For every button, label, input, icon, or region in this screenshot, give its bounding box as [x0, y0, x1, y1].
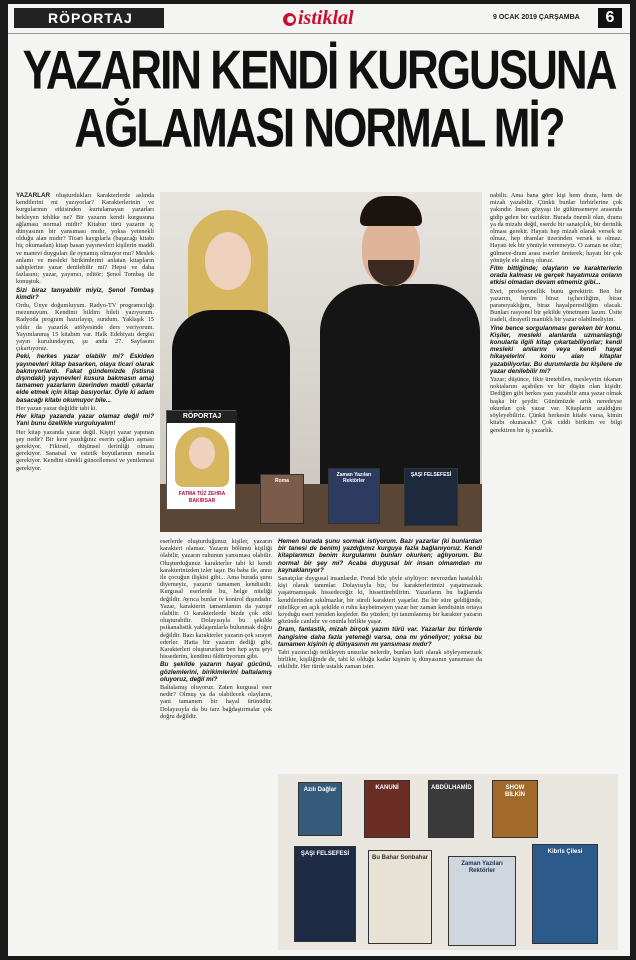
answer: Ordu, Ünye doğumluyum. Radyo-TV programcılığı mezunuyum. Kendimi bildim bileli yazıyorum. Radyoda program hazırlayıp, sundum. Yaklaşık 15 yıldır da yazarlık atölyesinde ders veriyorum. Yayımlanmış 15 kitabım var. Halk Edebiyatı dergisi yayın kurulundayım, şu anda 27. Sayfasını çıkartıyoruz.: [16, 302, 154, 353]
article-column-2: [160, 538, 272, 950]
page-header: [8, 4, 630, 34]
question: Film bittiğinde; olayların ve karakterlerin orada kalması ve gerçek hayatımıza onların etkisi olmadan devam etmemiz gibi...: [490, 265, 622, 287]
question: Hemen burada şunu sormak istiyorum. Bazı yazarlar (ki bunlardan bir tanesi de benim) yazdığımız kurguya fazla bağlanıyoruz. Kendi kitaplarımızı benim kurgularımı bunları okurken; ağlıyorum. Bu normal bir şey mi? Acaba duygusal bir insan olmamdan mı kaynaklanıyor?: [278, 538, 482, 574]
logo-crescent-icon: [283, 13, 296, 26]
answer: Evet, profesyonellik bunu gerektirir. Ben bir yazarım, benim biraz işçheciliğim, biraz paranoyaklığım, biraz hayalperestliğim olacak. Bunları rasyonel bir şekilde yönetmem lazım. Üstte iradeli, dirayetli mantıklı bir yazar olabilmeliyim.: [490, 287, 622, 324]
page-number: 6: [598, 8, 622, 28]
photo-book: Zaman Yazıları Rektörler: [328, 468, 380, 524]
photo-woman-face: [205, 232, 251, 290]
issue-date: 9 OCAK 2019 ÇARŞAMBA: [493, 14, 580, 21]
photo-man-hair: [360, 196, 422, 226]
question: Dram, fantastik, mizah birçok yazım türü var. Yazarlar bu türlerde hangisine daha fazla yeteneği varsa, ona mı yöneliyor; yoksa bu tamamen kişinin iç dünyasının mı yansıması mıdır?: [278, 626, 482, 648]
strip-book: ABDÜLHAMİD: [428, 780, 474, 838]
article-column-1: [16, 192, 154, 950]
strip-book: Bu Bahar Sonbahar: [368, 850, 432, 944]
answer: Sanatçılar duygusal insanlardır. Freud bile şöyle söylüyor: nevrozdan hastalıklı kişi olarak tanımlar. Dolayısıyla biz, bu karakterlerimizi yaşatmazsak yaşatmamışsak hissedeceğiz ki, hissettirebilirim. Yazarların bu bağlamda kendilerinden sıkılmazlar, bir süreli karakteri yaşarlar. Bu bir süre geldiğinde, nitelikçe en açık şekilde o ruhu kaybetmeyen yazar her zaman kendisinin ortaya koyduğu eseri yeniden keşfeder. Bu yüzden; iyi tanımlanmış bir karakter yazarın gözünde canlıdır ve onunla birlikte yaşar.: [278, 575, 482, 626]
strip-book: Zaman Yazıları Rektörler: [448, 856, 516, 946]
article-column-4: [490, 192, 622, 770]
headline-line-1: YAZARIN KENDİ KURGUSUNA: [22, 39, 616, 101]
inset-portrait-face: [189, 437, 215, 469]
inset-tag: RÖPORTAJ: [167, 411, 237, 423]
lead-word: YAZARLAR: [16, 192, 51, 199]
strip-book: Kibris Çilesi: [532, 844, 598, 944]
answer: Her yazan yazar değildir tabi ki.: [16, 404, 98, 412]
newspaper-logo: [283, 6, 371, 30]
question: Her kitap yazanda yazar olamaz değil mi? Yani bunu özellikle vurguluyalım!: [16, 413, 154, 428]
question: Yine bence sorgulanması gereken bir konu. Kişiler, mesleki alanlarda uzmanlaştığı konularla ilgili kitap çıkartabiliyorlar; kendi mesleki anılarını veya kendi hayat hikayelerini konu alan kitaplar yazabiliyorlar. Bu durumlarda bu kişilere de yazar denilebilir mi?: [490, 324, 622, 375]
headline-line-2: AĞLAMASI NORMAL Mİ?: [74, 97, 564, 159]
photo-book: Roma: [260, 474, 304, 524]
strip-book: SHOW BİLKİN: [492, 780, 538, 838]
books-photo: [278, 774, 618, 950]
article-column-3: [278, 538, 482, 770]
intro-text: oluşturdukları karakterlerde aslında kendilerini mi yazıyorlar? Karakterlerinin ve kurgularının etkisinden kurtulamayan yazarları bekleyen tehlike ne? Bir yazarın kendi kurgusuna ağlaması normal midir? Kitabın türü yazarın iç dünyasının bir yansıması mıdır, yoksa yetenekli olduğu alan mıdır? Ticari kaygılarla (başacağı kitabı hiç okumadan) kitap basan yayınevleri kişilerin maddi ve manevi duyguları ile oynamış olmuyor mu? Meslek anlamı ve mesleki birikimlerini anlatan kitapların sahiplerine yazar denilebilir mi? Hepsi ve daha fazlasını; yazar, yayımcı, editör; Şenol Tombaş ile konuştuk.: [16, 192, 154, 286]
answer: eserlerde oluşturduğunuz kişiler, yazarın karakteri olamaz. Yazarın bölümü kişiliği olabilir, yazarın ruhunun yansıması olabilir. Oluşturduğunuz karakterler tabi ki kendi karakterinizden izler taşır. Bu baba ile, anne ile çocuğun ilişkisi gibi... Ama burada şunu diyemeyiz, yazarın tamamen kendisidir. Kurgusal eserlerde bu, belge niteliği değildir. Ayrıca bunlar iv kontrol dışındadır. Yazar, karakterin tamamlamın da yazışır olabilir. O karakterlerde bizde çok etki oluşturabilir. Dolayısıyla bu şekilde psikanalistik yaklaşımlarla bulunmak doğru değildir. Bazı karakterler yazarın çok sırayet ederler. Hatta bir yazarın dediği gibi, Karakterleri oluştururken ben hep aynı şeyi hissederim, kendimi öldürüyorum gibi.: [160, 538, 272, 661]
logo-text: istiklal: [298, 7, 354, 29]
answer: Baltalamış oluyoruz. Zaten kurgusal eser nedir? Olmuş ya da olabilecek olayların, yani tamamen bir hayal ürünüdür. Dolayısıyla da bu tarz bağdaştırmalar çok doğru değildir.: [160, 684, 272, 720]
question: Sizi biraz tanıyabilir miyiz, Şenol Tombaş kimdir?: [16, 286, 154, 301]
answer: Tabi yazıncılığı tetikleyen unsurlar nelerdir, bunları kafi olarak söyleyemezsek birlikte, kişiliğinde de, tabi ki olduğu kadar kişinin iç dünyasının yansıması da etkilidir. Her türde ustalık zaman ister.: [278, 649, 482, 671]
question: Peki, herkes yazar olabilir mi? Eskiden yayınevleri kitap basarken, olaya ticari olarak bakmıyorlardı. Fakat gündemizde (istisna dışındaki) yayınevleri kusura bakmasın ama) tamamen yazarların üzerinden maddi çıkarlar elde etmek için kitap basıyorlar. Öyle ki adam basacağı kitabı okumuyor bile...: [16, 353, 154, 404]
question: Bu şekilde yazarın hayal gücünü, gözlemlerini, birikimlerini baltalamış oluyoruz, değil mi?: [160, 661, 272, 683]
strip-book: ŞAŞI FELSEFESİ: [294, 846, 356, 942]
inset-portrait-card: [166, 410, 236, 510]
inset-caption: FATMA TÜZ ZEHRA BAKIRSAR: [178, 491, 226, 504]
newspaper-page: [8, 4, 630, 956]
section-tag: RÖPORTAJ: [14, 8, 164, 28]
answer: Her kitap yazanda yazar değil. Kişiyi yazar yapınan şey nedir? Bir kere yazdığınız eserin çağları aşması gerekiyor. Fikirsel, düşünsel derinliği olması gerekiyor. Sanatsal ve estetik boyutlarının mesela gerekiyor. Kendini sürekli güncellemesi ve yenilemesi gerekiyor.: [16, 428, 154, 472]
interview-photo: [160, 192, 482, 532]
photo-book: ŞAŞI FELSEFESİ: [404, 468, 458, 526]
strip-book: Azılı Dağlar: [298, 782, 342, 836]
strip-book: KANUNİ: [364, 780, 410, 838]
answer: Yazar; düşünce, fikir üretebilen, mesleyetin tıkanan noktalarını açabilen ve bir düşün olan kişidir. Dediğim gibi herkes yazı yazabilir ama yazar olmak başka bir şeydir. Günümüzde artık neredeyse okurdan çok yazar var. Kitapların azaldığını söyleyebiliriz. Çünkü herkesin kitabı varsa, kimin kitabı okunacak? Çok ciddi birikim ve bilgi gerektiren bir iş yazarlık.: [490, 376, 622, 434]
answer: nabilir. Ama bana göre kişi hem dram, hem de mizah yazabilir. Çünkü bunlar birbirlerine çok yakındır. İnsan gözyaşı ile gülümsemeye arasında gidip gelen bir varlıktır. Burada önemli olan, dramı ya da mizahı değil, eserde bir sanatçılık, bir derinlik olması gerekir. Hayatı hep mizah olarak versek te olmaz, hep dramlar üzerinden versek te olmaz. Hayatı tek bir yönüyle veremeyiz. O zaman ne olur; gülmece-dram arası eserler üreterek; hayatı bir çok yönüyle ele almış oluruz.: [490, 192, 622, 264]
